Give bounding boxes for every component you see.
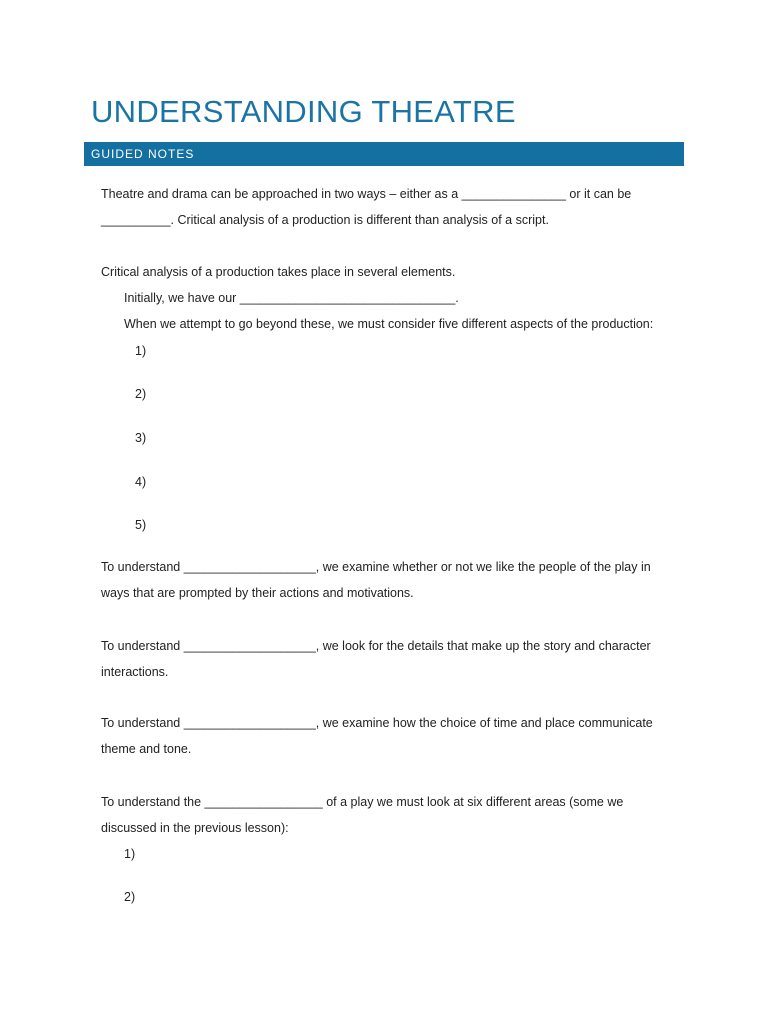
section-banner: [84, 142, 684, 166]
paragraph-2-line-2: interactions.: [101, 665, 169, 679]
paragraph-3-line-2: theme and tone.: [101, 742, 192, 756]
banner-label: GUIDED NOTES: [91, 147, 195, 161]
list-item: 5): [135, 518, 147, 532]
intro-line-2: __________. Critical analysis of a production is different than analysis of a script.: [101, 213, 549, 227]
list-item: 2): [124, 890, 136, 904]
list-item: 2): [135, 387, 147, 401]
list-item: 1): [135, 344, 147, 358]
list-item: 3): [135, 431, 147, 445]
paragraph-3-line-1: To understand ___________________, we examine how the choice of time and place communicate: [101, 716, 653, 730]
production-initially: Initially, we have our _______________________________.: [124, 291, 459, 305]
list-item: 1): [124, 847, 136, 861]
paragraph-4-line-2: discussed in the previous lesson):: [101, 821, 289, 835]
paragraph-4-line-1: To understand the _________________ of a play we must look at six different areas (some we: [101, 795, 624, 809]
paragraph-2-line-1: To understand ___________________, we look for the details that make up the story and character: [101, 639, 651, 653]
page-title: UNDERSTANDING THEATRE: [91, 94, 516, 129]
paragraph-1-line-1: To understand ___________________, we examine whether or not we like the people of the play in: [101, 560, 651, 574]
paragraph-1-line-2: ways that are prompted by their actions and motivations.: [101, 586, 414, 600]
intro-line-1: Theatre and drama can be approached in two ways – either as a _______________ or it can be: [101, 187, 632, 201]
production-beyond: When we attempt to go beyond these, we must consider five different aspects of the production:: [124, 317, 654, 331]
production-heading: Critical analysis of a production takes place in several elements.: [101, 265, 456, 279]
list-item: 4): [135, 475, 147, 489]
